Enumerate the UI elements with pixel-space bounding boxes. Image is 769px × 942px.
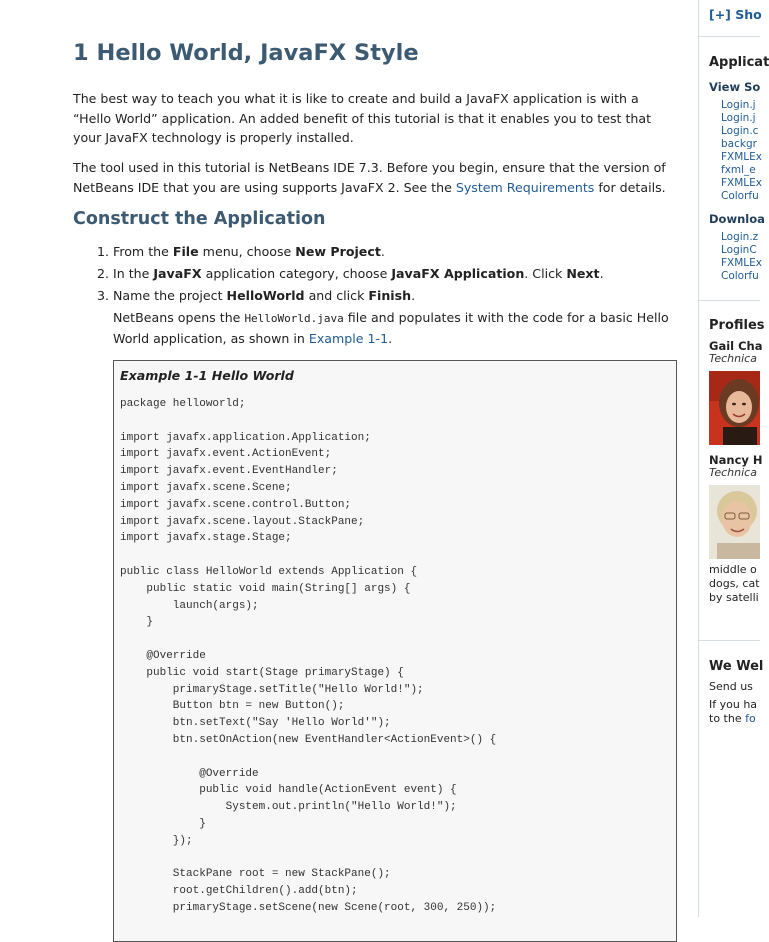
source-link[interactable]: FXMLEx	[721, 177, 762, 189]
profile-text-line: dogs, cat	[709, 577, 760, 590]
step-bold: Finish	[368, 288, 412, 303]
profile-text	[709, 563, 760, 605]
download-links	[721, 231, 762, 283]
inline-code: HelloWorld.java	[244, 312, 344, 325]
step-bold: HelloWorld	[226, 288, 305, 303]
welcome-line	[709, 712, 756, 726]
download-link[interactable]: LoginC	[721, 244, 757, 256]
step-text: Name the project	[113, 288, 227, 303]
system-requirements-link[interactable]: System Requirements	[455, 179, 595, 195]
step-text: From the	[113, 244, 173, 259]
tool-paragraph-text: The tool used in this tutorial is NetBeans IDE 7.3. Before you begin, ensure that the version of NetBeans IDE that you are using supports JavaFX 2. See the	[73, 160, 666, 195]
download-link[interactable]: Colorfu	[721, 270, 759, 282]
step-bold: Next	[566, 266, 600, 281]
example-title: Example 1-1 Hello World	[120, 368, 294, 383]
forum-link[interactable]: fo	[745, 712, 756, 725]
download-label: Downloa	[709, 212, 765, 226]
intro-paragraph: The best way to teach you what it is like to create and build a JavaFX application is with a “Hello World” application. An added benefit of this tutorial is that it enables you to test that your JavaFX technology is properly installed.	[73, 91, 652, 145]
tool-paragraph	[73, 158, 678, 197]
profile-text-line: by satelli	[709, 591, 759, 604]
avatar	[709, 371, 760, 445]
step-text: .	[411, 288, 416, 303]
source-link[interactable]: Login.c	[721, 125, 759, 137]
right-sidebar	[698, 0, 769, 917]
list-item	[113, 285, 678, 349]
profile-name[interactable]: Nancy H	[709, 453, 763, 467]
download-link[interactable]: Login.z	[721, 231, 759, 243]
step-text: .	[380, 244, 385, 259]
example-link[interactable]: Example 1-1	[308, 331, 389, 346]
step-bold: JavaFX	[153, 266, 202, 281]
profiles-title: Profiles	[709, 318, 765, 333]
welcome-text: to the	[709, 712, 746, 725]
welcome-line: Send us	[709, 680, 753, 693]
welcome-line: If you ha	[709, 698, 758, 711]
welcome-title: We Wel	[709, 659, 764, 674]
source-link[interactable]: Login.j	[721, 99, 756, 111]
note-text: NetBeans opens the	[113, 310, 245, 325]
list-item	[113, 241, 678, 263]
note-text: file and populates it with the code for a basic Hello World application, as shown in	[113, 310, 669, 346]
source-link[interactable]: Login.j	[721, 112, 756, 124]
page-title: 1 Hello World, JavaFX Style	[73, 40, 419, 66]
portrait-photo-icon	[709, 371, 760, 445]
tool-paragraph-end: for details.	[594, 179, 666, 195]
show-toggle-link[interactable]: [+] Sho	[709, 7, 762, 22]
step-text: In the	[113, 266, 154, 281]
step-text: and click	[304, 288, 369, 303]
view-source-links	[721, 99, 762, 203]
step-bold: JavaFX Application	[391, 266, 525, 281]
source-link[interactable]: fxml_e	[721, 164, 756, 176]
step-bold: New Project	[295, 244, 381, 259]
source-link[interactable]: FXMLEx	[721, 151, 762, 163]
source-link[interactable]: backgr	[721, 138, 757, 150]
step-text: .	[599, 266, 604, 281]
steps-list	[73, 241, 678, 349]
list-item	[113, 263, 678, 285]
note-text: .	[388, 331, 393, 346]
step-text: menu, choose	[198, 244, 296, 259]
profile-role: Technica	[709, 352, 757, 365]
app-section-title: Applicat	[709, 55, 769, 70]
code-example-box	[113, 360, 677, 942]
step-bold: File	[172, 244, 199, 259]
avatar	[709, 485, 760, 559]
divider	[699, 300, 760, 301]
portrait-photo-icon	[709, 485, 760, 559]
code-block[interactable]: package helloworld; import javafx.application.Application; import javafx.event.ActionEvent; import javafx.event.EventHandler; import javafx.scene.Scene; import javafx.scene.control.Button; import javafx.scene.layout.StackPane; import javafx.stage.Stage; public class HelloWorld extends Application { public static void main(String[] args) { launch(args); } @Override public void start(Stage primaryStage) { primaryStage.setTitle("Hello World!"); Button btn = new Button(); btn.setText("Say 'Hello World'"); btn.setOnAction(new EventHandler<ActionEvent>() { @Override public void handle(ActionEvent event) { System.out.println("Hello World!"); } }); StackPane root = new StackPane(); root.getChildren().add(btn); primaryStage.setScene(new Scene(root, 300, 250));	[120, 398, 497, 914]
download-link[interactable]: FXMLEx	[721, 257, 762, 269]
profile-text-line: middle o	[709, 563, 757, 576]
divider	[699, 640, 760, 641]
step-text: application category, choose	[201, 266, 392, 281]
view-source-label: View So	[709, 80, 761, 94]
profile-role: Technica	[709, 466, 757, 479]
section-title: Construct the Application	[73, 209, 326, 229]
step-text: . Click	[524, 266, 567, 281]
step-note	[113, 308, 678, 349]
divider	[699, 36, 760, 37]
profile-name[interactable]: Gail Cha	[709, 339, 763, 353]
source-link[interactable]: Colorfu	[721, 190, 759, 202]
